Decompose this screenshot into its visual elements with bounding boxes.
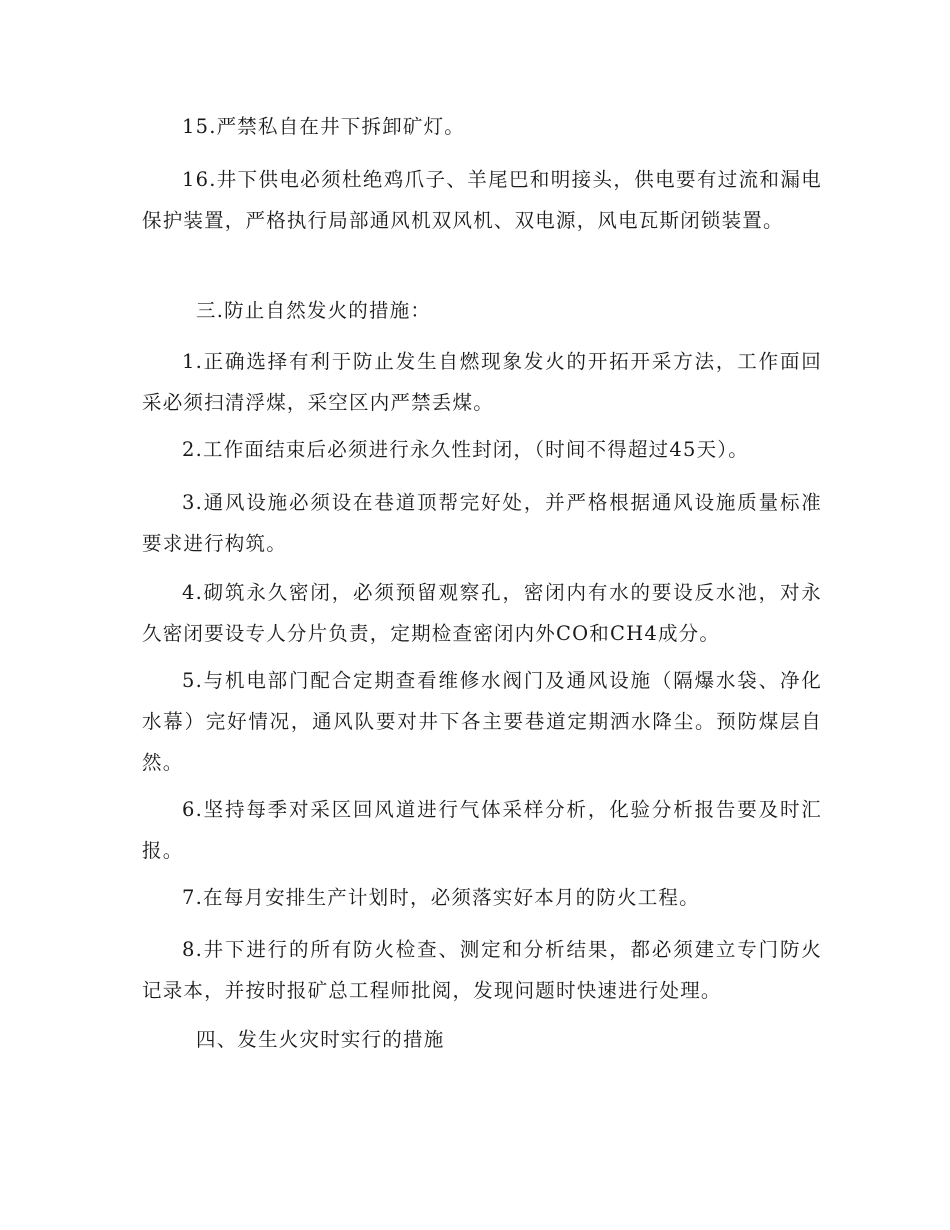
paragraph-item-2: 2.工作面结束后必须进行永久性封闭，（时间不得超过45天）。: [182, 438, 749, 461]
paragraph-item-5: 5.与机电部门配合定期查看维修水阀门及通风设施（隔爆水袋、净化水幕）完好情况，通风队要对井下各主要巷道定期洒水降尘。预防煤层自然。: [142, 669, 822, 774]
paragraph-item-3: 3.通风设施必须设在巷道顶帮完好处，并严格根据通风设施质量标准要求进行构筑。: [142, 491, 822, 555]
section-heading-3: 三.防止自然发火的措施：: [196, 299, 432, 322]
paragraph-item-15: 15.严禁私自在井下拆卸矿灯。: [182, 115, 466, 138]
paragraph-item-7: 7.在每月安排生产计划时，必须落实好本月的防火工程。: [182, 886, 700, 909]
paragraph-item-6: 6.坚持每季对采区回风道进行气体采样分析，化验分析报告要及时汇报。: [142, 798, 822, 862]
paragraph-item-16: 16.井下供电必须杜绝鸡爪子、羊尾巴和明接头，供电要有过流和漏电保护装置，严格执行局部通风机双风机、双电源，风电瓦斯闭锁装置。: [142, 168, 822, 232]
paragraph-item-1: 1.正确选择有利于防止发生自燃现象发火的开拓开采方法，工作面回采必须扫清浮煤，采空区内严禁丢煤。: [142, 350, 822, 414]
paragraph-item-4: 4.砌筑永久密闭，必须预留观察孔，密闭内有水的要设反水池，对永久密闭要设专人分片负责，定期检查密闭内外CO和CH4成分。: [142, 581, 822, 645]
paragraph-item-8: 8.井下进行的所有防火检查、测定和分析结果，都必须建立专门防火记录本，并按时报矿总工程师批阅，发现问题时快速进行处理。: [142, 938, 822, 1002]
section-heading-4: 四、发生火灾时实行的措施: [196, 1028, 445, 1051]
